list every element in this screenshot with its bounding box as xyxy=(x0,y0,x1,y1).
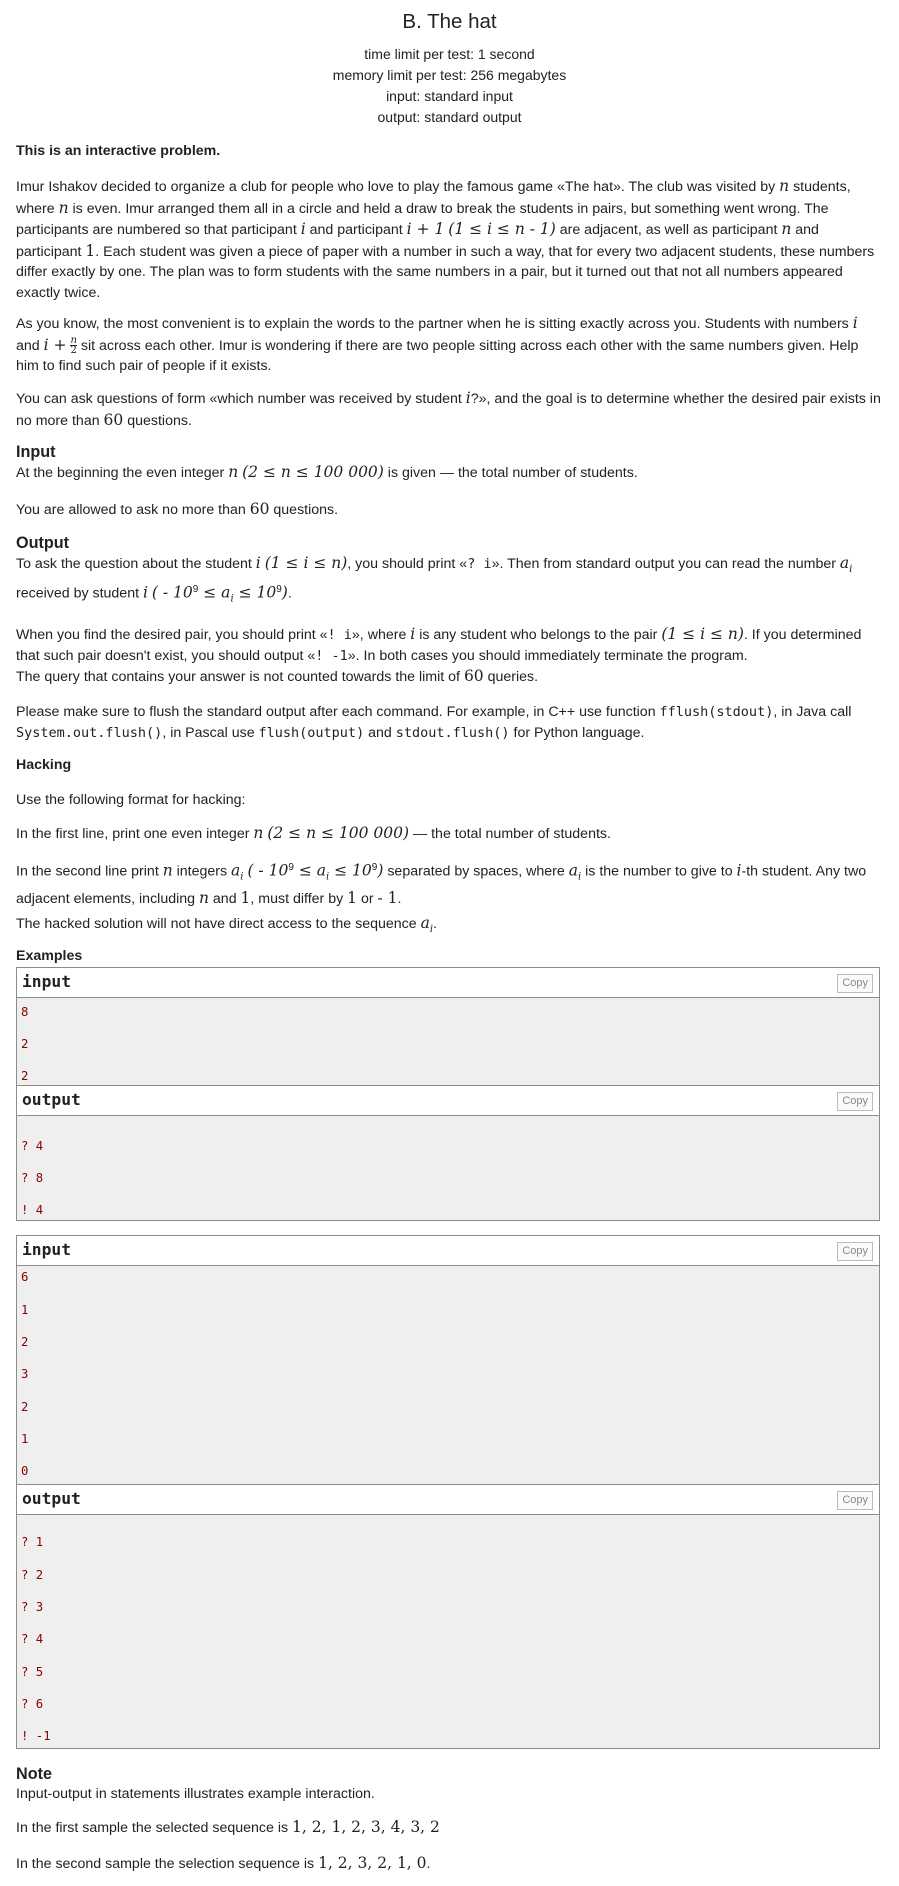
example-1-output-box xyxy=(16,1085,880,1221)
problem-header xyxy=(16,0,883,128)
input-section-title: Input xyxy=(16,443,56,461)
output-paragraph-4: Please make sure to flush the standard output after each command. For example, in C++ use function fflush(stdout), in Java call System.out.flush(), in Pascal use flush(output) and stdout.flush() for Python language. xyxy=(16,704,852,741)
copy-button[interactable]: Copy xyxy=(837,974,873,993)
legend-paragraph-3: You can ask questions of form «which number was received by student i?», and the goal is to determine whether the desired pair exists in no more than 60 questions. xyxy=(16,389,881,429)
legend-paragraph-2: As you know, the most convenient is to explain the words to the partner when he is sitting exactly across you. Students with numbers i and i + $\frac{n}{2}$ sit across each other. Imur is wondering if there are two people sitting across each other with the same numbers given. Help him to find such pair of people if it exists. xyxy=(16,314,859,374)
hacking-paragraph-3: In the second line print n integers $a_i$ ( - $10^9 \le a_i \le 10^9$) separated by spaces, where $a_i$ is the number to give to i-th student. Any two adjacent elements, including n and 1, must differ by 1 or - 1. xyxy=(16,861,867,908)
output-label: output xyxy=(22,1090,81,1109)
example-line: 0 xyxy=(21,1464,29,1478)
example-line: 2 xyxy=(21,1037,29,1051)
input-type: input: standard input xyxy=(386,88,513,104)
example-line: ? 3 xyxy=(21,1600,44,1614)
example-2-input-box xyxy=(16,1235,880,1485)
hacking-title: Hacking xyxy=(16,757,72,773)
example-line: 2 xyxy=(21,1335,29,1349)
example-1-output-header xyxy=(17,1086,879,1116)
output-type: output: standard output xyxy=(377,109,522,125)
examples-title: Examples xyxy=(16,948,83,964)
fraction-n-over-2: $\frac{n}{2}$ xyxy=(70,335,77,357)
example-line: 2 xyxy=(21,1400,29,1414)
time-limit: time limit per test: 1 second xyxy=(364,46,535,62)
hacking-paragraph-4: The hacked solution will not have direct access to the sequence $a_i$. xyxy=(16,914,437,935)
example-line: ? 8 xyxy=(21,1171,44,1185)
memory-limit: memory limit per test: 256 megabytes xyxy=(332,67,567,83)
hacking-paragraph-2: In the first line, print one even integer n (2 ≤ n ≤ 100 000) — the total number of students. xyxy=(16,824,611,842)
example-line: ? 4 xyxy=(21,1632,44,1646)
note-section xyxy=(16,1764,882,1805)
input-section: Input At the beginning the even integer n (2 ≤ n ≤ 100 000) is given — the total number of students. You are allowed to ask no more than 60 questions. xyxy=(16,442,882,520)
example-2-output-box xyxy=(16,1484,880,1749)
example-line: ! 4 xyxy=(21,1203,44,1217)
hacking-paragraph-1: Use the following format for hacking: xyxy=(16,792,246,808)
legend-paragraph-1: Imur Ishakov decided to organize a club for people who love to play the famous game «The hat». The club was visited by n students, where n is even. Imur arranged them all in a circle and held a draw to break the students in pairs, but something went wrong. The participants are numbered so that participant i and participant i + 1 (1 ≤ i ≤ n - 1) are adjacent, as well as participant n and participant 1. Each student was given a piece of paper with a number in such a way, that for every two adjacent students, these numbers differ exactly by one. The plan was to form students with the same numbers in a pair, but it turned out that not all numbers appeared exactly twice. xyxy=(16,177,875,301)
copy-button[interactable]: Copy xyxy=(837,1242,873,1261)
example-2-input-header xyxy=(17,1236,879,1266)
output-paragraph-2: When you find the desired pair, you should print «! i», where i is any student who belongs to the pair (1 ≤ i ≤ n). If you determined that such pair doesn't exist, you should output «! -1». In both cases you should immediately terminate the program. xyxy=(16,625,862,664)
example-line: ? 2 xyxy=(21,1568,44,1582)
output-label: output xyxy=(22,1489,81,1508)
interactive-note: This is an interactive problem. xyxy=(16,143,221,159)
example-line: ? 5 xyxy=(21,1665,44,1679)
example-2-output-header xyxy=(17,1485,879,1515)
note-title: Note xyxy=(16,1765,52,1783)
input-label: input xyxy=(22,972,72,991)
example-line: ? 1 xyxy=(21,1535,44,1549)
example-line: ? 4 xyxy=(21,1139,44,1153)
example-line: 8 xyxy=(21,1005,29,1019)
example-line: 1 xyxy=(21,1432,29,1446)
note-paragraph-3: In the second sample the selection sequence is 1, 2, 3, 2, 1, 0. xyxy=(16,1854,431,1872)
example-1-input-box xyxy=(16,967,880,1086)
example-1-input-header xyxy=(17,968,879,998)
note-paragraph-1: Input-output in statements illustrates example interaction. xyxy=(16,1786,375,1802)
output-paragraph-3: The query that contains your answer is not counted towards the limit of 60 queries. xyxy=(16,667,539,685)
example-line: 3 xyxy=(21,1367,29,1381)
example-line: 6 xyxy=(21,1270,29,1284)
note-paragraph-2: In the first sample the selected sequence is 1, 2, 1, 2, 3, 4, 3, 2 xyxy=(16,1818,440,1836)
example-line: 1 xyxy=(21,1303,29,1317)
output-section: Output To ask the question about the student i (1 ≤ i ≤ n), you should print «? i». Then from standard output you can read the number $a_i$ received by student i ( - $10^9 \le a_i \le 10^9$). xyxy=(16,533,882,610)
input-label: input xyxy=(22,1240,72,1259)
example-line: 2 xyxy=(21,1069,29,1083)
copy-button[interactable]: Copy xyxy=(837,1092,873,1111)
copy-button[interactable]: Copy xyxy=(837,1491,873,1510)
output-section-title: Output xyxy=(16,534,70,552)
example-line: ! -1 xyxy=(21,1729,51,1743)
problem-title: B. The hat xyxy=(402,10,497,33)
hacking-section xyxy=(16,755,882,775)
example-line: ? 6 xyxy=(21,1697,44,1711)
